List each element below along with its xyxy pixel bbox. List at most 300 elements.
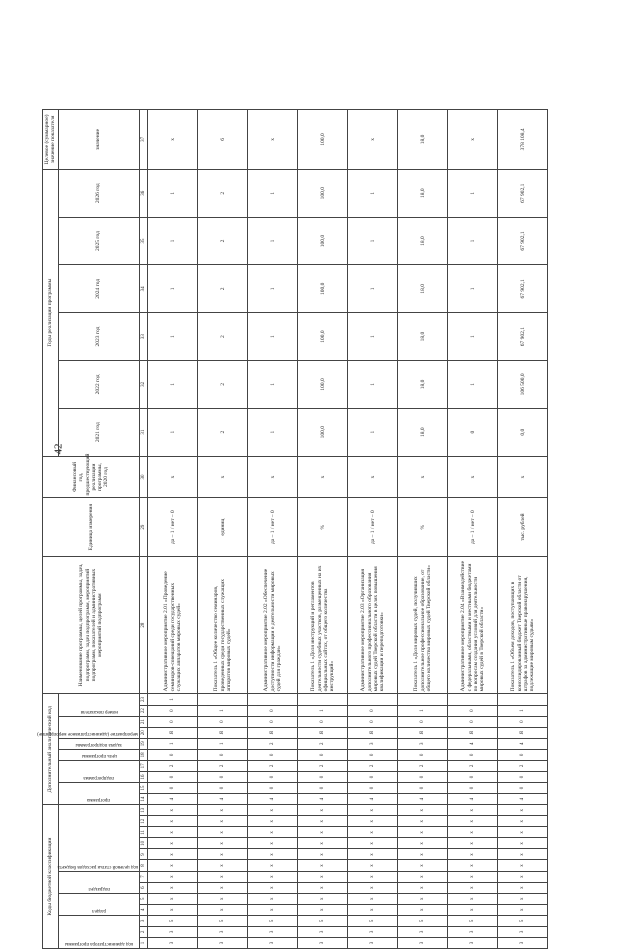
code-cell: 0 (148, 705, 198, 716)
code-cell: 4 (148, 794, 198, 805)
year-value: 67 902,1 (498, 169, 548, 217)
code-cell: х (348, 860, 398, 871)
year-value: 1 (148, 217, 198, 265)
code-cell: х (248, 860, 298, 871)
column-number: 20 (139, 727, 148, 738)
code-cell: х (348, 882, 398, 893)
year-value: 100,0 (298, 265, 348, 313)
code-cell: 5 (148, 915, 198, 926)
code-cell: х (148, 860, 198, 871)
header-2022: 2022 год (58, 360, 139, 408)
row-name: Показатель 1 «Доля мировых судей, получивших дополнительное профессиональное образование, от общего количества мировых судей Тверской области» (398, 556, 448, 694)
code-cell: 3 (148, 937, 198, 948)
year-value: 18,0 (398, 217, 448, 265)
row-final-value: х (248, 110, 298, 170)
row-name: Административное мероприятие 2.03 «Организация дополнительного профессионального образования мировых судей Тверской области в целях повышения квалификации и переподготовки» (348, 556, 398, 694)
column-number: 31 (139, 408, 148, 456)
code-cell: х (198, 871, 248, 882)
header-budget-codes: Коды бюджетной классификации (43, 805, 59, 949)
code-cell: х (348, 904, 398, 915)
column-number: 1 (139, 937, 148, 948)
code-cell: 0 (248, 705, 298, 716)
header-unit: Единица измерения (43, 498, 140, 556)
code-cell: 0 (448, 749, 498, 760)
code-cell: х (298, 827, 348, 838)
code-cell: 0 (498, 716, 548, 727)
year-value: 1 (348, 169, 398, 217)
header-indicator: номер показателя (80, 708, 118, 714)
table-row (348, 110, 398, 949)
code-cell: х (448, 827, 498, 838)
code-cell: х (398, 882, 448, 893)
year-value: 2 (198, 408, 248, 456)
code-cell: 3 (448, 926, 498, 937)
code-cell: х (198, 860, 248, 871)
code-cell: 0 (148, 749, 198, 760)
row-name: Административное мероприятие 2.02 «Обеспечение доступности информации о деятельности мировых судей для граждан» (248, 556, 298, 694)
code-cell: 0 (148, 716, 198, 727)
code-cell: х (248, 893, 298, 904)
code-cell: 3 (248, 937, 298, 948)
code-cell: 3 (198, 937, 248, 948)
header-measure: мероприятие (административное мероприятие) (36, 730, 138, 736)
year-value: 1 (448, 313, 498, 361)
column-number: 30 (139, 456, 148, 498)
code-cell: х (348, 838, 398, 849)
code-cell: 3 (148, 926, 198, 937)
row-finance-year: х (148, 456, 198, 498)
code-cell: 0 (148, 783, 198, 794)
column-number: 16 (139, 771, 148, 782)
code-cell: 2 (298, 760, 348, 771)
header-2026: 2026 год (58, 169, 139, 217)
code-cell: х (398, 805, 448, 816)
code-cell: Я (298, 727, 348, 738)
header-section: раздел (91, 907, 106, 913)
code-cell: 0 (348, 783, 398, 794)
code-cell: х (398, 849, 448, 860)
code-cell: 2 (498, 760, 548, 771)
code-cell: 3 (298, 937, 348, 948)
code-cell: 3 (298, 926, 348, 937)
row-final-value: 6 (198, 110, 248, 170)
column-number: 21 (139, 716, 148, 727)
code-cell: 2 (448, 760, 498, 771)
year-value: 100,0 (298, 217, 348, 265)
rotated-table-sheet (36, 109, 536, 949)
year-value: 1 (248, 313, 298, 361)
code-cell: х (248, 904, 298, 915)
code-cell: 4 (298, 794, 348, 805)
program-table (36, 109, 548, 949)
column-number: 4 (139, 904, 148, 915)
year-value: 100,0 (298, 169, 348, 217)
column-number: 37 (139, 110, 148, 170)
year-value: 0 (448, 408, 498, 456)
code-cell: 0 (498, 783, 548, 794)
row-finance-year: х (248, 456, 298, 498)
code-cell: 0 (298, 749, 348, 760)
table-row (148, 110, 198, 949)
code-cell: х (448, 904, 498, 915)
column-number: 2 (139, 926, 148, 937)
year-value: 1 (448, 360, 498, 408)
code-cell: х (298, 838, 348, 849)
page-number: 42 (52, 443, 65, 455)
code-cell: х (348, 827, 398, 838)
row-unit: да – 1 / нет – 0 (348, 498, 398, 556)
table-row (448, 110, 498, 949)
column-number: 17 (139, 760, 148, 771)
code-cell: 0 (248, 771, 298, 782)
table-row (198, 110, 248, 949)
column-number: 19 (139, 738, 148, 749)
code-cell: х (298, 882, 348, 893)
year-value: 67 902,1 (498, 313, 548, 361)
header-value: значение (58, 110, 139, 170)
year-value: 2 (198, 169, 248, 217)
code-cell: х (298, 860, 348, 871)
code-cell: х (348, 871, 398, 882)
code-cell: 2 (298, 738, 348, 749)
code-cell: х (348, 849, 398, 860)
row-finance-year: х (448, 456, 498, 498)
code-cell: х (298, 816, 348, 827)
code-cell: х (148, 849, 198, 860)
code-cell: х (398, 838, 448, 849)
row-finance-year: х (348, 456, 398, 498)
row-name: Административное мероприятие 2.04 «Взаимодействие с федеральными, областными и местными бюджетами по вопросам создания условий для деятельности мировых судей в Тверской области» (448, 556, 498, 694)
row-final-value: х (348, 110, 398, 170)
year-value: 2 (198, 360, 248, 408)
header-2023: 2023 год (58, 313, 139, 361)
code-cell: х (248, 838, 298, 849)
column-number: 5 (139, 893, 148, 904)
column-number: 35 (139, 217, 148, 265)
code-cell: х (298, 871, 348, 882)
code-cell: 0 (348, 716, 398, 727)
header-task: задача подпрограммы (75, 741, 122, 747)
code-cell: х (148, 882, 198, 893)
row-unit: тыс. рублей (498, 498, 548, 556)
header-name: Наименование программы, целей программы, задач, подпрограмм, задач подпрограмм, мероприятий подпрограмм, показателей и административных мероприятий подпрограмм (43, 556, 140, 694)
code-cell: 3 (348, 738, 398, 749)
code-cell: 1 (198, 738, 248, 749)
code-cell: х (448, 871, 498, 882)
code-cell (498, 694, 548, 705)
code-cell: 4 (198, 794, 248, 805)
code-cell: х (148, 904, 198, 915)
code-cell: х (198, 827, 248, 838)
year-value: 67 902,1 (498, 217, 548, 265)
code-cell: 0 (248, 749, 298, 760)
header-subprogram: подпрограмма (83, 775, 114, 780)
code-cell: 3 (398, 937, 448, 948)
code-cell: х (148, 805, 198, 816)
code-cell: Я (398, 727, 448, 738)
year-value: 1 (348, 313, 398, 361)
code-cell: 3 (198, 926, 248, 937)
code-cell: 0 (198, 771, 248, 782)
code-cell: 4 (248, 794, 298, 805)
header-program: программа (87, 797, 111, 803)
code-cell: 3 (398, 926, 448, 937)
code-cell: 0 (448, 705, 498, 716)
year-value: 1 (248, 360, 298, 408)
code-cell: х (498, 805, 548, 816)
code-cell: х (498, 893, 548, 904)
code-cell: х (498, 882, 548, 893)
code-cell: 0 (248, 783, 298, 794)
code-cell: 4 (448, 738, 498, 749)
code-cell: 0 (248, 716, 298, 727)
code-cell: х (398, 871, 448, 882)
year-value: 1 (148, 360, 198, 408)
code-cell: х (248, 816, 298, 827)
year-value: 1 (248, 217, 298, 265)
code-cell: 0 (398, 749, 448, 760)
code-cell: 0 (348, 749, 398, 760)
code-cell: 0 (398, 771, 448, 782)
code-cell: х (198, 904, 248, 915)
code-cell: х (448, 816, 498, 827)
code-cell: х (348, 805, 398, 816)
code-cell: 5 (198, 915, 248, 926)
code-cell: х (248, 882, 298, 893)
code-cell: 3 (498, 937, 548, 948)
column-number: 7 (139, 871, 148, 882)
code-cell: 2 (248, 760, 298, 771)
code-cell: 3 (348, 926, 398, 937)
code-cell: х (298, 805, 348, 816)
year-value: 1 (348, 265, 398, 313)
code-cell: х (248, 805, 298, 816)
code-cell: 3 (398, 738, 448, 749)
year-value: 1 (448, 169, 498, 217)
code-cell: 2 (398, 760, 448, 771)
row-finance-year: х (398, 456, 448, 498)
code-cell: х (148, 871, 198, 882)
code-cell: 5 (498, 915, 548, 926)
year-value: 18,0 (398, 360, 448, 408)
code-cell: х (498, 904, 548, 915)
year-value: 67 902,1 (498, 265, 548, 313)
row-final-value: 100,0 (298, 110, 348, 170)
column-number: 11 (139, 827, 148, 838)
row-name: Административное мероприятие 2.01 «Проведение семинаров-совещаний среди государственных служащих аппаратов мировых судей» (148, 556, 198, 694)
column-number: 23 (139, 694, 148, 705)
year-value: 18,0 (398, 408, 448, 456)
code-cell: 0 (398, 716, 448, 727)
row-finance-year: х (498, 456, 548, 498)
code-cell: х (148, 827, 198, 838)
year-value: 2 (198, 313, 248, 361)
row-name: Показатель 1 «Объем доходов, поступающих в консолидированный бюджет Тверской области от штрафов за административные правонарушения, подлежащие мировым судьям» (498, 556, 548, 694)
code-cell: 2 (348, 760, 398, 771)
code-cell: 2 (248, 738, 298, 749)
row-unit: единиц (198, 498, 248, 556)
row-finance-year: х (198, 456, 248, 498)
row-unit: да – 1 / нет – 0 (248, 498, 298, 556)
code-cell: 4 (348, 794, 398, 805)
code-cell: 0 (448, 716, 498, 727)
code-cell: 3 (348, 937, 398, 948)
row-unit: да – 1 / нет – 0 (448, 498, 498, 556)
code-cell: 0 (298, 716, 348, 727)
code-cell: 0 (498, 749, 548, 760)
code-cell: 1 (198, 705, 248, 716)
code-cell: х (248, 827, 298, 838)
code-cell: х (498, 860, 548, 871)
column-number: 10 (139, 838, 148, 849)
code-cell: х (398, 860, 448, 871)
code-cell: 0 (198, 783, 248, 794)
code-cell: х (198, 849, 248, 860)
year-value: 1 (148, 169, 198, 217)
code-cell: 2 (148, 760, 198, 771)
row-unit: % (298, 498, 348, 556)
row-name: Показатель 1 «Общее количество семинаров, проведенных среди государственных служащих аппаратов мировых судей» (198, 556, 248, 694)
column-number: 29 (139, 498, 148, 556)
column-number: 33 (139, 313, 148, 361)
code-cell: 0 (398, 783, 448, 794)
header-final: Целевое (суммарное) значение показателя (43, 110, 59, 170)
code-cell: х (248, 871, 298, 882)
year-value: 1 (448, 217, 498, 265)
year-value: 18,0 (398, 313, 448, 361)
code-cell: х (398, 827, 448, 838)
code-cell: 5 (398, 915, 448, 926)
code-cell: Я (348, 727, 398, 738)
code-cell: 0 (448, 771, 498, 782)
year-value: 2 (198, 217, 248, 265)
code-cell: 1 (148, 738, 198, 749)
code-cell: 5 (348, 915, 398, 926)
code-cell: х (148, 816, 198, 827)
column-number: 8 (139, 860, 148, 871)
code-cell: 0 (448, 783, 498, 794)
code-cell: х (498, 849, 548, 860)
year-value: 106 500,0 (498, 360, 548, 408)
code-cell: Я (248, 727, 298, 738)
code-cell (248, 694, 298, 705)
code-cell: 1 (298, 705, 348, 716)
year-value: 1 (248, 265, 298, 313)
column-number: 14 (139, 794, 148, 805)
row-finance-year: х (298, 456, 348, 498)
code-cell: х (448, 849, 498, 860)
code-cell: Я (498, 727, 548, 738)
code-cell: х (248, 849, 298, 860)
code-cell: х (298, 849, 348, 860)
code-cell (348, 694, 398, 705)
header-additional-code: Дополнительный аналитический код (43, 694, 59, 805)
column-number: 36 (139, 169, 148, 217)
column-number: 28 (139, 556, 148, 694)
code-cell: х (198, 893, 248, 904)
code-cell: х (398, 904, 448, 915)
code-cell (298, 694, 348, 705)
code-cell: 2 (198, 760, 248, 771)
code-cell: х (148, 838, 198, 849)
row-final-value: 18,0 (398, 110, 448, 170)
column-number: 9 (139, 849, 148, 860)
row-unit: да – 1 / нет – 0 (148, 498, 198, 556)
year-value: 1 (248, 408, 298, 456)
code-cell: х (448, 860, 498, 871)
code-cell: х (498, 871, 548, 882)
code-cell: х (448, 882, 498, 893)
column-number: 6 (139, 882, 148, 893)
code-cell: х (448, 893, 498, 904)
header-goal: цель программы (81, 752, 117, 758)
year-value: 1 (348, 217, 398, 265)
year-value: 0,0 (498, 408, 548, 456)
code-cell: Я (148, 727, 198, 738)
year-value: 100,0 (298, 408, 348, 456)
column-number: 18 (139, 749, 148, 760)
code-cell: х (498, 827, 548, 838)
year-value: 1 (148, 265, 198, 313)
code-cell: х (298, 893, 348, 904)
code-cell: 0 (348, 771, 398, 782)
code-cell: х (348, 816, 398, 827)
code-cell: х (398, 816, 448, 827)
column-number: 34 (139, 265, 148, 313)
header-years: Годы реализации программы (43, 169, 59, 456)
code-cell: 3 (498, 926, 548, 937)
row-unit: % (398, 498, 448, 556)
code-cell: х (498, 838, 548, 849)
code-cell: х (198, 816, 248, 827)
code-cell: х (348, 893, 398, 904)
code-cell: х (498, 816, 548, 827)
row-final-value: 378 108,4 (498, 110, 548, 170)
year-value: 1 (448, 265, 498, 313)
column-number: 22 (139, 705, 148, 716)
header-admin-code: код администратора программы (64, 941, 133, 946)
year-value: 2 (198, 265, 248, 313)
header-target-code: код целевой статьи расходов бюджета (57, 863, 138, 869)
header-2021: 2021 год (58, 408, 139, 456)
table-body (139, 110, 548, 949)
code-cell (448, 694, 498, 705)
code-cell: 1 (148, 694, 198, 705)
code-cell (398, 694, 448, 705)
table-row (298, 110, 348, 949)
code-cell: 0 (298, 771, 348, 782)
code-cell: х (398, 893, 448, 904)
code-cell: 3 (448, 937, 498, 948)
year-value: 100,0 (298, 313, 348, 361)
year-value: 1 (148, 408, 198, 456)
code-cell: х (448, 838, 498, 849)
column-number: 32 (139, 360, 148, 408)
year-value: 18,0 (398, 169, 448, 217)
header-subsection: подраздел (87, 885, 110, 891)
table-row (248, 110, 298, 949)
column-number-row (139, 110, 148, 949)
header-2024: 2024 год (58, 265, 139, 313)
code-cell: 3 (248, 926, 298, 937)
code-cell: х (448, 805, 498, 816)
table-row (498, 110, 548, 949)
code-cell: х (198, 882, 248, 893)
year-value: 100,0 (298, 360, 348, 408)
code-cell: 0 (348, 705, 398, 716)
year-value: 1 (148, 313, 198, 361)
code-cell: 4 (448, 794, 498, 805)
